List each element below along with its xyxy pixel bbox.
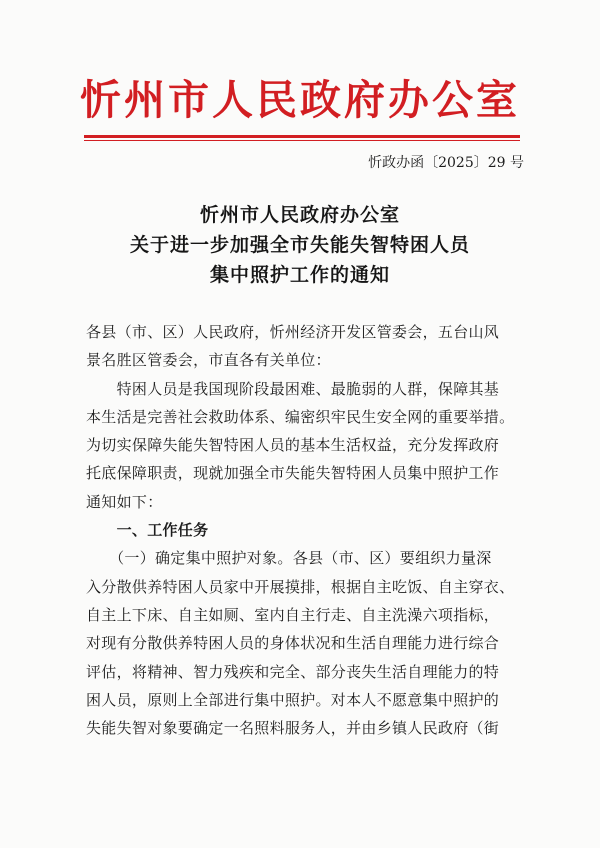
body-text-line: 入分散供养特困人员家中开展摸排，根据自主吃饭、自主穿衣、	[86, 577, 515, 596]
issuing-organization-header: 忻州市人民政府办公室	[80, 76, 520, 124]
body-text-line: 特困人员是我国现阶段最困难、最脆弱的人群，保障其基	[86, 379, 500, 398]
section-heading: 一、工作任务	[86, 521, 209, 540]
title-line: 忻州市人民政府办公室	[199, 204, 400, 226]
header-divider-thick	[84, 135, 520, 138]
body-text-line: 对现有分散供养特困人员的身体状况和生活自理能力进行综合	[86, 634, 500, 653]
body-text-line: （一）确定集中照护对象。各县（市、区）要组织力量深	[86, 549, 492, 568]
document-body	[86, 318, 526, 742]
body-text-line: 自主上下床、自主如厕、室内自主行走、自主洗澡六项指标，	[86, 605, 500, 624]
body-text-line: 通知如下：	[86, 492, 163, 511]
body-text-line: 托底保障职责，现就加强全市失能失智特困人员集中照护工作	[86, 464, 500, 483]
document-number: 忻政办函〔2025〕29 号	[368, 155, 524, 171]
body-text-line: 失能失智对象要确定一名照料服务人，并由乡镇人民政府（街	[86, 719, 500, 738]
addressee-line: 各县（市、区）人民政府，忻州经济开发区管委会，五台山风	[86, 323, 500, 341]
body-text-line: 为切实保障失能失智特困人员的基本生活权益，充分发挥政府	[86, 436, 500, 455]
body-text-line: 本生活是完善社会救助体系、编密织牢民生安全网的重要举措。	[86, 407, 515, 426]
body-text-line: 困人员，原则上全部进行集中照护。对本人不愿意集中照护的	[86, 690, 500, 709]
addressee-line: 景名胜区管委会，市直各有关单位：	[86, 351, 331, 370]
title-line: 集中照护工作的通知	[209, 264, 390, 286]
document-title	[0, 200, 600, 290]
title-line: 关于进一步加强全市失能失智特困人员	[129, 234, 470, 256]
header-divider-thin	[84, 140, 520, 141]
body-text-line: 评估，将精神、智力残疾和完全、部分丧失生活自理能力的特	[86, 662, 500, 681]
